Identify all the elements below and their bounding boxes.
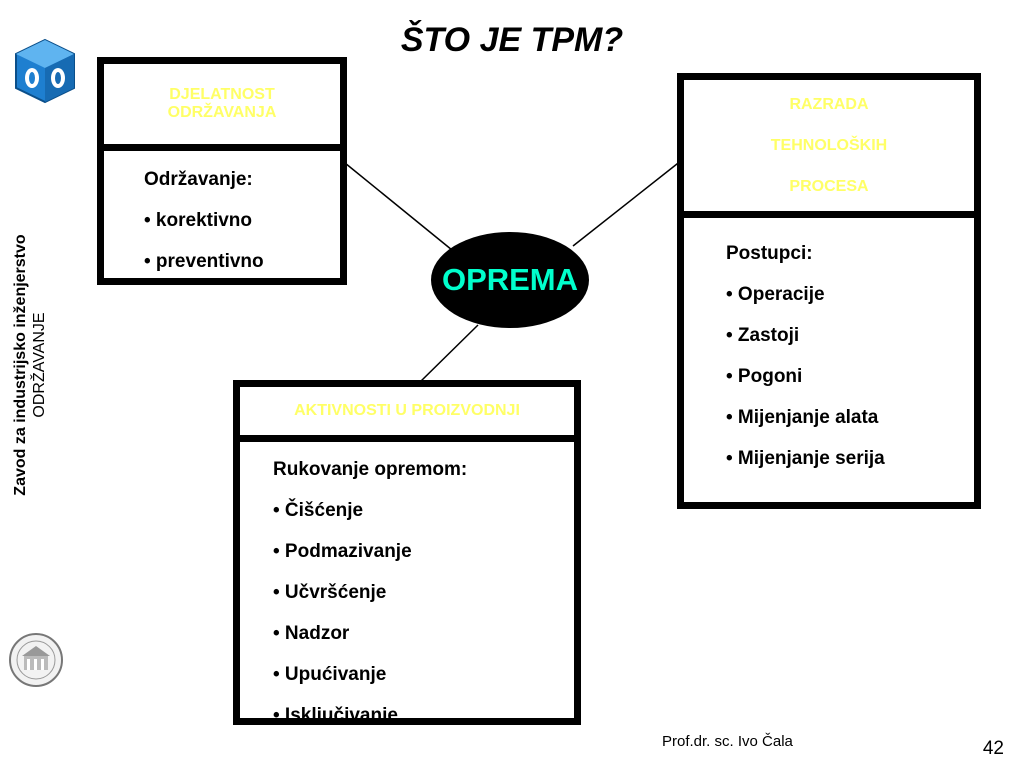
processes-item: • Operacije [726, 284, 825, 305]
university-seal-icon [8, 632, 64, 688]
processes-item: • Zastoji [726, 325, 800, 346]
processes-item: • Pogoni [726, 366, 803, 387]
side-label-subject: ODRŽAVANJE [31, 312, 48, 418]
connector-processes [573, 160, 682, 246]
side-label [6, 200, 54, 530]
page-number: 42 [982, 738, 1004, 759]
production-item: Rukovanje opremom: [273, 459, 468, 480]
center-node-equipment [431, 232, 589, 328]
box-processes-body [684, 218, 974, 479]
maintenance-item: Održavanje: [144, 169, 253, 190]
box-production [233, 380, 581, 725]
institute-logo-icon [12, 38, 78, 104]
center-node-label: OPREMA [441, 262, 579, 297]
box-processes-header: RAZRADA TEHNOLOŠKIH PROCESA [684, 80, 974, 218]
side-label-institute: Zavod za industrijsko inženjerstvo [12, 234, 29, 496]
box-processes [677, 73, 981, 509]
box-maintenance-header: DJELATNOST ODRŽAVANJA [104, 64, 340, 151]
box-production-body [240, 442, 574, 736]
processes-item: • Mijenjanje alata [726, 407, 879, 428]
slide-title: ŠTO JE TPM? [400, 21, 624, 59]
footer-author: Prof.dr. sc. Ivo Čala [662, 733, 793, 750]
processes-item: • Mijenjanje serija [726, 448, 885, 469]
maintenance-item: • korektivno [144, 210, 253, 231]
production-item: • Čišćenje [273, 500, 364, 521]
maintenance-item: • preventivno [144, 251, 264, 272]
production-item: • Nadzor [273, 623, 350, 644]
production-item: • Podmazivanje [273, 541, 412, 562]
connector-maintenance [345, 163, 452, 250]
production-item: • Upućivanje [273, 664, 387, 685]
box-maintenance [97, 57, 347, 285]
production-item: • Isključivanje [273, 705, 398, 726]
processes-item: Postupci: [726, 243, 813, 264]
box-production-header: AKTIVNOSTI U PROIZVODNJI [240, 387, 574, 442]
production-item: • Učvršćenje [273, 582, 387, 603]
connector-production [420, 325, 478, 382]
box-maintenance-body [104, 151, 340, 282]
